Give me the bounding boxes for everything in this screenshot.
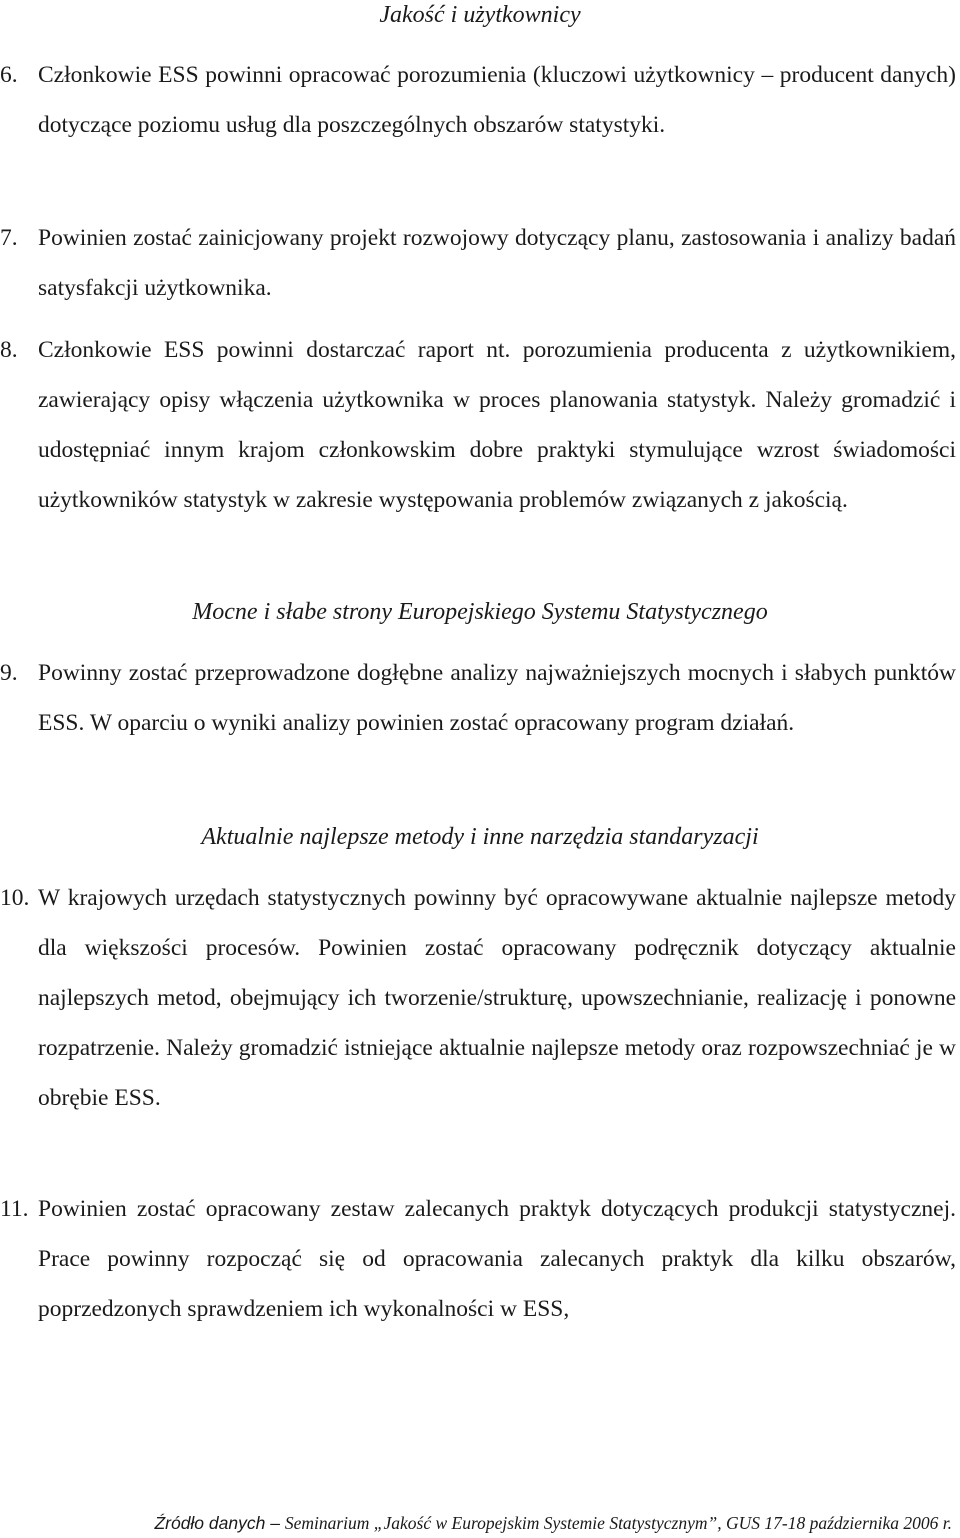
item-text: Członkowie ESS powinni dostarczać raport nt. porozumienia producenta z użytkownikiem, zawierający opisy włączenia użytkownika w proces planowania statystyk. Należy gromadzić i udostępniać innym krajom członkowskim dobre praktyki stymulujące wzrost świadomości użytkowników statystyk w zakresie występowania problemów związanych z jakością. (38, 337, 956, 513)
section-heading-strengths-weaknesses: Mocne i słabe strony Europejskiego Systemu Statystycznego (192, 599, 768, 625)
list-item-6 (0, 50, 960, 150)
item-number: 9. (0, 660, 18, 686)
list-item-8 (0, 325, 960, 525)
item-text: Członkowie ESS powinni opracować porozumienia (kluczowi użytkownicy – producent danych) dotyczące poziomu usług dla poszczególnych obszarów statystyki. (38, 62, 956, 138)
item-text: W krajowych urzędach statystycznych powinny być opracowywane aktualnie najlepsze metody dla większości procesów. Powinien zostać opracowany podręcznik dotyczący aktualnie najlepszych metod, obejmujący ich tworzenie/strukturę, upowszechnianie, realizację i ponowne rozpatrzenie. Należy gromadzić istniejące aktualnie najlepsze metody oraz rozpowszechniać je w obrębie ESS. (38, 885, 956, 1111)
item-number: 7. (0, 225, 18, 251)
list-item-11 (0, 1184, 960, 1334)
item-number: 8. (0, 337, 18, 363)
footer-source-label: Źródło danych (154, 1513, 266, 1533)
list-item-7 (0, 213, 960, 313)
item-number: 6. (0, 62, 18, 88)
source-footer (0, 1511, 952, 1535)
item-number: 11. (0, 1196, 29, 1222)
list-item-9 (0, 648, 960, 748)
footer-dash: – (265, 1513, 285, 1533)
footer-source-text: Seminarium „Jakość w Europejskim Systemie Statystycznym”, GUS 17-18 października 2006 r. (284, 1513, 952, 1533)
section-heading-quality-users: Jakość i użytkownicy (379, 2, 581, 28)
item-text: Powinien zostać opracowany zestaw zalecanych praktyk dotyczących produkcji statystycznej. Prace powinny rozpocząć się od opracowania zalecanych praktyk dla kilku obszarów, poprzedzonych sprawdzeniem ich wykonalności w ESS, (38, 1196, 956, 1322)
item-text: Powinien zostać zainicjowany projekt rozwojowy dotyczący planu, zastosowania i analizy badań satysfakcji użytkownika. (38, 225, 956, 301)
list-item-10 (0, 873, 960, 1123)
section-heading-best-methods: Aktualnie najlepsze metody i inne narzędzia standaryzacji (201, 824, 759, 850)
item-text: Powinny zostać przeprowadzone dogłębne analizy najważniejszych mocnych i słabych punktów ESS. W oparciu o wyniki analizy powinien zostać opracowany program działań. (38, 660, 956, 736)
item-number: 10. (0, 885, 30, 911)
